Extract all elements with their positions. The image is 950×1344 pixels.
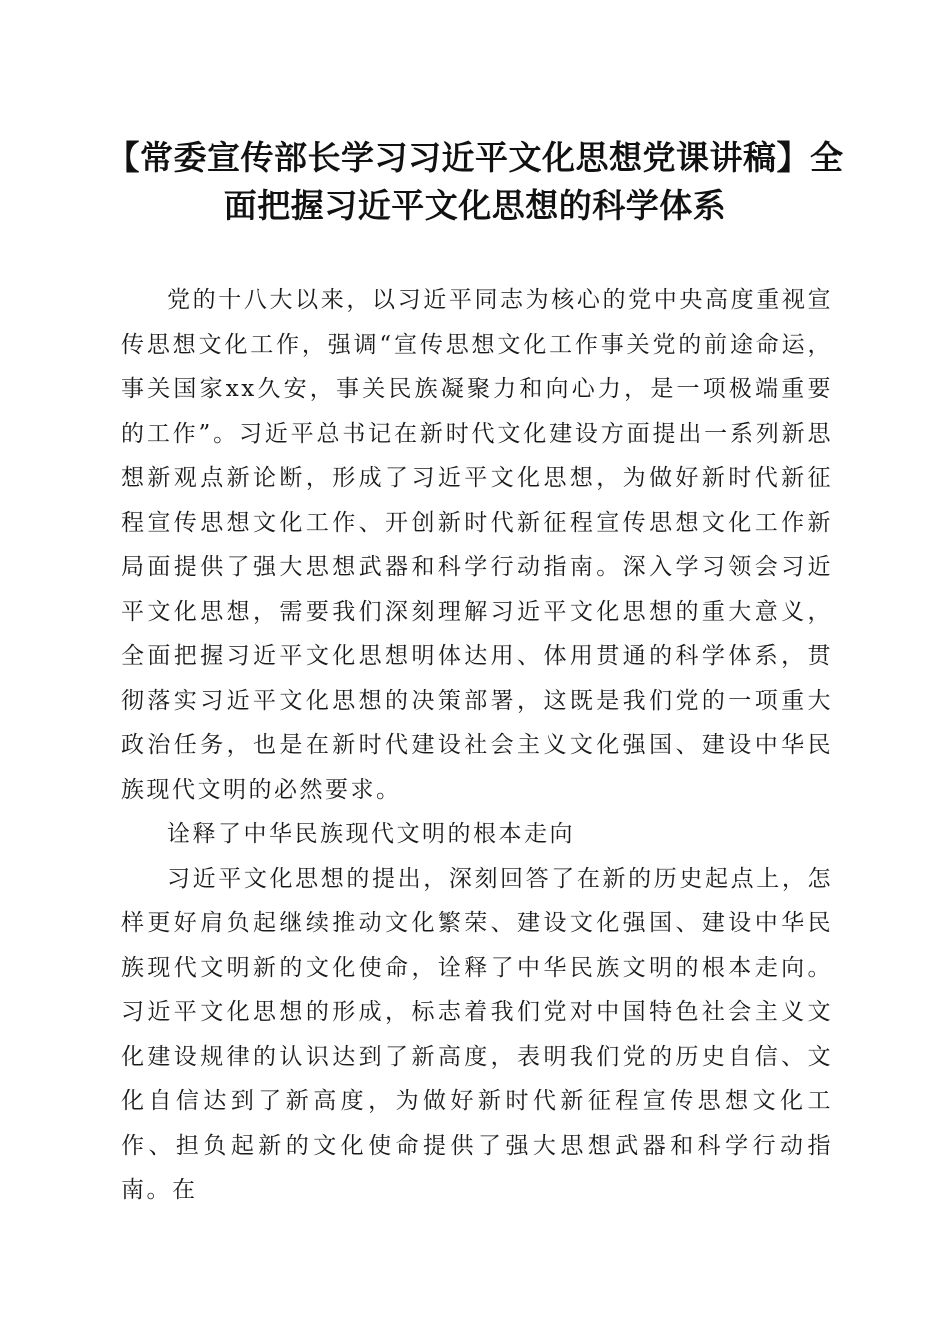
paragraph-section-1: 习近平文化思想的提出，深刻回答了在新的历史起点上，怎样更好肩负起继续推动文化繁荣、建设文化强国、建设中华民族现代文明新的文化使命，诠释了中华民族文明的根本走向。习近平文化思想的形成，标志着我们党对中国特色社会主义文化建设规律的认识达到了新高度，表明我们党的历史自信、文化自信达到了新高度，为做好新时代新征程宣传思想文化工作、担负起新的文化使命提供了强大思想武器和科学行动指南。在 <box>121 865 833 1203</box>
paragraph-intro: 党的十八大以来，以习近平同志为核心的党中央高度重视宣传思想文化工作，强调“宣传思想文化工作事关党的前途命运，事关国家xx久安，事关民族凝聚力和向心力，是一项极端重要的工作”。习近平总书记在新时代文化建设方面提出一系列新思想新观点新论断，形成了习近平文化思想，为做好新时代新征程宣传思想文化工作、开创新时代新征程宣传思想文化工作新局面提供了强大思想武器和科学行动指南。深入学习领会习近平文化思想，需要我们深刻理解习近平文化思想的重大意义，全面把握习近平文化思想明体达用、体用贯通的科学体系，贯彻落实习近平文化思想的决策部署，这既是我们党的一项重大政治任务，也是在新时代建设社会主义文化强国、建设中华民族现代文明的必然要求。 <box>121 287 833 803</box>
section-heading: 诠释了中华民族现代文明的根本走向 <box>167 821 575 847</box>
document-title: 【常委宣传部长学习习近平文化思想党课讲稿】全面把握习近平文化思想的科学体系 <box>106 138 844 225</box>
document-body <box>121 278 833 1213</box>
